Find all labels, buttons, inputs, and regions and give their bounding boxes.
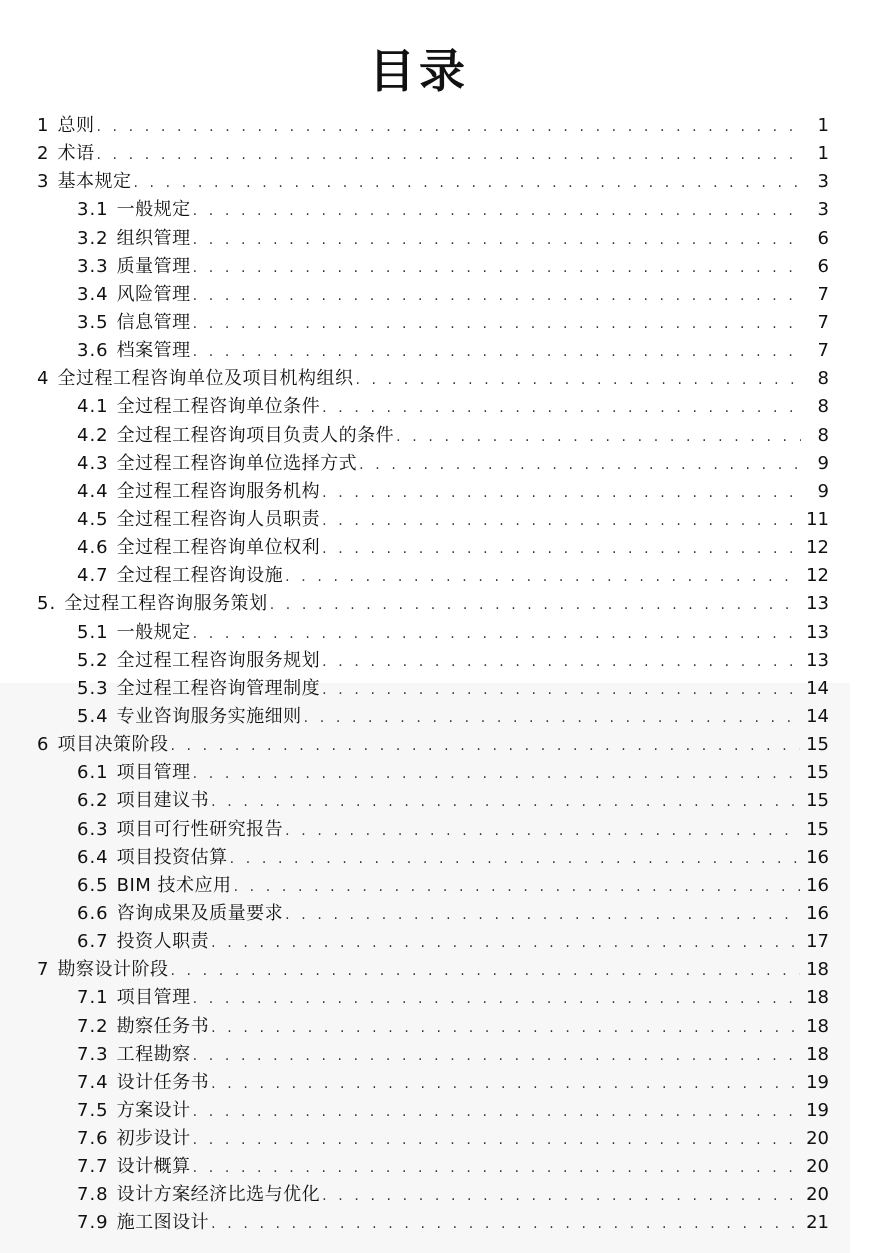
- toc-section-entry[interactable]: [37, 309, 829, 337]
- toc-page-number: 1: [817, 115, 829, 136]
- toc-entry-title: 工程勘察: [116, 1043, 191, 1065]
- toc-page-number: 8: [817, 396, 829, 418]
- toc-entry-number: 4.2: [77, 424, 109, 446]
- toc-chapter-entry[interactable]: [37, 140, 829, 168]
- toc-dot-leader: [193, 760, 800, 788]
- toc-page-number: 21: [806, 1212, 829, 1234]
- toc-section-entry[interactable]: [37, 1209, 829, 1237]
- toc-entry-number: 4.4: [77, 480, 109, 502]
- toc-entry-number: 3: [37, 171, 50, 193]
- toc-entry-title: 全过程工程咨询单位及项目机构组织: [57, 368, 354, 390]
- toc-entry-title: 全过程工程咨询单位选择方式: [116, 452, 358, 474]
- toc-entry-title: 全过程工程咨询服务策划: [64, 593, 268, 615]
- toc-page-number: 7: [817, 311, 829, 333]
- toc-entry-title: 组织管理: [116, 227, 191, 249]
- toc-chapter-entry[interactable]: [37, 365, 829, 393]
- toc-dot-leader: [193, 1154, 800, 1182]
- toc-entry-title: 勘察任务书: [116, 1015, 210, 1037]
- toc-section-entry[interactable]: [37, 619, 829, 647]
- toc-entry-number: 6.5: [77, 874, 109, 896]
- toc-page-number: 19: [806, 1099, 829, 1121]
- toc-entry-number: 6.3: [77, 818, 109, 840]
- toc-entry-number: 7.5: [77, 1099, 109, 1121]
- toc-page-number: 7: [817, 283, 829, 305]
- toc-entry-number: 2: [37, 143, 50, 165]
- toc-section-entry[interactable]: [37, 759, 829, 787]
- toc-entry-title: 质量管理: [116, 255, 191, 277]
- toc-dot-leader: [193, 310, 801, 338]
- toc-section-entry[interactable]: [37, 872, 829, 900]
- toc-page-number: 18: [806, 987, 829, 1009]
- toc-entry-title: 全过程工程咨询服务规划: [116, 649, 321, 671]
- toc-dot-leader: [211, 1210, 800, 1238]
- toc-section-entry[interactable]: [37, 281, 829, 309]
- toc-entry-number: 4: [37, 368, 50, 390]
- toc-entry-title: 设计概算: [116, 1156, 191, 1178]
- toc-entry-number: 7: [37, 959, 50, 981]
- toc-entry-number: 7.4: [77, 1071, 109, 1093]
- toc-entry-number: 5.2: [77, 649, 109, 671]
- toc-dot-leader: [322, 1182, 800, 1210]
- toc-dot-leader: [396, 423, 801, 451]
- toc-section-entry[interactable]: [37, 647, 829, 675]
- toc-entry-title: 专业咨询服务实施细则: [116, 705, 302, 727]
- toc-page-number: 17: [806, 931, 829, 953]
- toc-page-number: 14: [806, 705, 829, 727]
- toc-section-entry[interactable]: [37, 225, 829, 253]
- toc-dot-leader: [193, 985, 800, 1013]
- toc-section-entry[interactable]: [37, 337, 829, 365]
- toc-section-entry[interactable]: [37, 928, 829, 956]
- toc-entry-number: 7.2: [77, 1015, 109, 1037]
- toc-entry-title: 一般规定: [116, 199, 191, 221]
- toc-dot-leader: [133, 169, 801, 197]
- toc-dot-leader: [322, 535, 800, 563]
- toc-entry-title: 全过程工程咨询服务机构: [116, 480, 321, 502]
- toc-section-entry[interactable]: [37, 393, 829, 421]
- toc-entry-number: 5.1: [77, 621, 109, 643]
- toc-dot-leader: [322, 507, 800, 535]
- toc-page-number: 14: [806, 677, 829, 699]
- toc-entry-number: 7.1: [77, 987, 109, 1009]
- toc-entry-number: 7.6: [77, 1128, 109, 1150]
- toc-entry-number: 5.: [37, 593, 57, 615]
- toc-section-entry[interactable]: [37, 816, 829, 844]
- toc-dot-leader: [211, 1014, 800, 1042]
- toc-entry-title: 全过程工程咨询单位条件: [116, 396, 321, 418]
- toc-page-number: 20: [806, 1128, 829, 1150]
- toc-section-entry[interactable]: [37, 478, 829, 506]
- toc-page-number: 18: [806, 959, 829, 981]
- toc-entry-number: 6.7: [77, 931, 109, 953]
- toc-entry-number: 1: [37, 115, 50, 136]
- toc-entry-number: 3.2: [77, 227, 109, 249]
- toc-page-number: 15: [806, 790, 829, 812]
- toc-dot-leader: [230, 845, 800, 873]
- toc-page-number: 18: [806, 1043, 829, 1065]
- toc-entry-title: 全过程工程咨询设施: [116, 565, 284, 587]
- toc-page-number: 16: [806, 902, 829, 924]
- toc-dot-leader: [322, 479, 801, 507]
- toc-entry-title: 项目可行性研究报告: [116, 818, 284, 840]
- toc-dot-leader: [270, 591, 800, 619]
- toc-page-number: 6: [817, 227, 829, 249]
- toc-dot-leader: [234, 873, 801, 901]
- toc-page-number: 1: [817, 143, 829, 165]
- toc-dot-leader: [193, 338, 801, 366]
- toc-entry-title: 项目投资估算: [116, 846, 228, 868]
- toc-section-entry[interactable]: [37, 534, 829, 562]
- toc-dot-leader: [304, 704, 800, 732]
- toc-entry-number: 7.9: [77, 1212, 109, 1234]
- toc-section-entry[interactable]: [37, 703, 829, 731]
- toc-dot-leader: [193, 282, 801, 310]
- toc-entry-number: 5.4: [77, 705, 109, 727]
- toc-entry-number: 7.7: [77, 1156, 109, 1178]
- toc-dot-leader: [211, 788, 800, 816]
- toc-page-number: 13: [806, 593, 829, 615]
- toc-page-number: 18: [806, 1015, 829, 1037]
- toc-page-number: 15: [806, 734, 829, 756]
- toc-dot-leader: [96, 141, 801, 169]
- table-of-contents: [37, 112, 829, 1238]
- toc-entry-title: 档案管理: [116, 340, 191, 362]
- toc-entry-title: 设计任务书: [116, 1071, 210, 1093]
- toc-page-number: 16: [806, 846, 829, 868]
- toc-entry-number: 7.8: [77, 1184, 109, 1206]
- toc-chapter-entry[interactable]: [37, 731, 829, 759]
- toc-page-number: 12: [806, 537, 829, 559]
- toc-entry-title: 基本规定: [57, 171, 132, 193]
- toc-dot-leader: [193, 197, 801, 225]
- toc-entry-title: 项目管理: [116, 987, 191, 1009]
- toc-entry-number: 3.6: [77, 340, 109, 362]
- toc-entry-number: 3.4: [77, 283, 109, 305]
- toc-dot-leader: [211, 1070, 800, 1098]
- toc-page-number: 13: [806, 621, 829, 643]
- toc-entry-title: 全过程工程咨询管理制度: [116, 677, 321, 699]
- toc-entry-number: 4.7: [77, 565, 109, 587]
- toc-entry-title: BIM 技术应用: [116, 874, 232, 896]
- toc-section-entry[interactable]: [37, 450, 829, 478]
- toc-page-number: 3: [817, 199, 829, 221]
- toc-section-entry[interactable]: [37, 196, 829, 224]
- page-title: 目录: [369, 43, 469, 98]
- toc-dot-leader: [322, 648, 800, 676]
- toc-entry-title: 项目建议书: [116, 790, 210, 812]
- toc-entry-title: 信息管理: [116, 311, 191, 333]
- toc-section-entry[interactable]: [37, 422, 829, 450]
- toc-entry-title: 术语: [57, 143, 95, 165]
- toc-entry-number: 4.5: [77, 508, 109, 530]
- toc-entry-title: 一般规定: [116, 621, 191, 643]
- toc-entry-title: 风险管理: [116, 283, 191, 305]
- toc-entry-number: 6: [37, 734, 50, 756]
- toc-page-number: 19: [806, 1071, 829, 1093]
- toc-dot-leader: [170, 957, 800, 985]
- toc-entry-number: 6.2: [77, 790, 109, 812]
- toc-entry-number: 7.3: [77, 1043, 109, 1065]
- toc-page-number: 9: [817, 480, 829, 502]
- toc-dot-leader: [285, 817, 800, 845]
- toc-section-entry[interactable]: [37, 1041, 829, 1069]
- toc-page-number: 16: [806, 874, 829, 896]
- toc-section-entry[interactable]: [37, 675, 829, 703]
- toc-page-number: 8: [817, 424, 829, 446]
- toc-entry-title: 全过程工程咨询项目负责人的条件: [116, 424, 395, 446]
- toc-page-number: 11: [806, 508, 829, 530]
- toc-dot-leader: [96, 113, 801, 141]
- toc-dot-leader: [193, 1098, 800, 1126]
- toc-page-number: 20: [806, 1156, 829, 1178]
- toc-dot-leader: [193, 1126, 800, 1154]
- toc-chapter-entry[interactable]: [37, 112, 829, 140]
- toc-section-entry[interactable]: [37, 1181, 829, 1209]
- toc-section-entry[interactable]: [37, 787, 829, 815]
- toc-entry-number: 3.1: [77, 199, 109, 221]
- toc-entry-number: 5.3: [77, 677, 109, 699]
- toc-section-entry[interactable]: [37, 1013, 829, 1041]
- toc-page-number: 20: [806, 1184, 829, 1206]
- toc-section-entry[interactable]: [37, 1153, 829, 1181]
- toc-entry-title: 项目决策阶段: [57, 734, 169, 756]
- toc-entry-title: 设计方案经济比选与优化: [116, 1184, 321, 1206]
- toc-entry-number: 4.1: [77, 396, 109, 418]
- toc-section-entry[interactable]: [37, 1125, 829, 1153]
- toc-entry-title: 全过程工程咨询人员职责: [116, 508, 321, 530]
- toc-dot-leader: [170, 732, 800, 760]
- toc-entry-number: 6.6: [77, 902, 109, 924]
- toc-page-number: 6: [817, 255, 829, 277]
- toc-entry-number: 4.3: [77, 452, 109, 474]
- toc-chapter-entry[interactable]: [37, 168, 829, 196]
- toc-dot-leader: [355, 366, 801, 394]
- toc-entry-number: 3.3: [77, 255, 109, 277]
- toc-dot-leader: [193, 1042, 800, 1070]
- toc-dot-leader: [285, 901, 800, 929]
- toc-dot-leader: [193, 254, 801, 282]
- toc-dot-leader: [211, 929, 800, 957]
- toc-section-entry[interactable]: [37, 562, 829, 590]
- toc-entry-title: 施工图设计: [116, 1212, 210, 1234]
- toc-section-entry[interactable]: [37, 1097, 829, 1125]
- toc-section-entry[interactable]: [37, 900, 829, 928]
- toc-entry-title: 总则: [57, 115, 95, 136]
- toc-entry-number: 6.1: [77, 762, 109, 784]
- toc-entry-title: 方案设计: [116, 1099, 191, 1121]
- toc-dot-leader: [359, 451, 801, 479]
- toc-page-number: 9: [817, 452, 829, 474]
- toc-dot-leader: [322, 394, 801, 422]
- toc-page-number: 8: [817, 368, 829, 390]
- toc-section-entry[interactable]: [37, 984, 829, 1012]
- toc-section-entry[interactable]: [37, 253, 829, 281]
- toc-dot-leader: [322, 676, 800, 704]
- toc-chapter-entry[interactable]: [37, 956, 829, 984]
- toc-page-number: 13: [806, 649, 829, 671]
- toc-page-number: 15: [806, 762, 829, 784]
- toc-page-number: 3: [817, 171, 829, 193]
- toc-entry-title: 咨询成果及质量要求: [116, 902, 284, 924]
- toc-entry-number: 4.6: [77, 537, 109, 559]
- toc-dot-leader: [285, 563, 800, 591]
- toc-section-entry[interactable]: [37, 506, 829, 534]
- toc-entry-title: 初步设计: [116, 1128, 191, 1150]
- toc-entry-title: 勘察设计阶段: [57, 959, 169, 981]
- toc-page-number: 12: [806, 565, 829, 587]
- toc-chapter-entry[interactable]: [37, 590, 829, 618]
- toc-dot-leader: [193, 226, 801, 254]
- toc-dot-leader: [193, 620, 800, 648]
- toc-entry-title: 全过程工程咨询单位权利: [116, 537, 321, 559]
- toc-entry-number: 3.5: [77, 311, 109, 333]
- toc-section-entry[interactable]: [37, 1069, 829, 1097]
- toc-page-number: 15: [806, 818, 829, 840]
- toc-page-number: 7: [817, 340, 829, 362]
- toc-section-entry[interactable]: [37, 844, 829, 872]
- toc-entry-title: 投资人职责: [116, 931, 210, 953]
- toc-entry-number: 6.4: [77, 846, 109, 868]
- toc-entry-title: 项目管理: [116, 762, 191, 784]
